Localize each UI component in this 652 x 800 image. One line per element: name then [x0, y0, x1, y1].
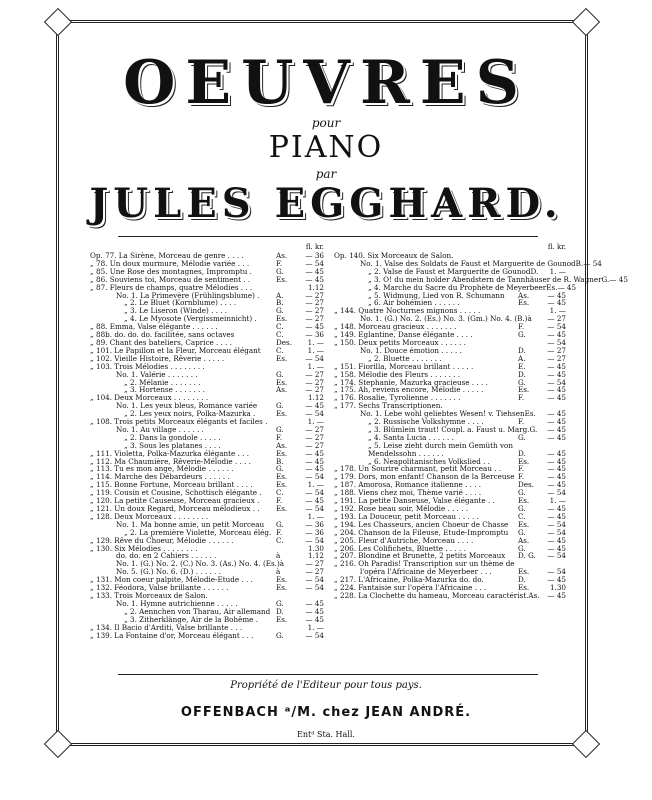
entry-price: — 45 — [547, 298, 566, 308]
rights-notice: Propriété de l'Editeur pour tous pays. — [230, 680, 422, 691]
entry-title: „ 177. Sechs Transcriptionen. — [334, 401, 443, 411]
entry-price: — 45 — [547, 417, 566, 427]
entry-key: D. — [276, 606, 284, 616]
entry-title: „ 120. La petite Causeuse, Morceau gracieux . — [90, 496, 260, 506]
entry-title: No. 1. La Primevère (Frühlingsblume) . — [116, 290, 260, 300]
entry-key: G. — [276, 598, 284, 608]
entry-key: Es. — [518, 456, 530, 466]
entry-price: — 54 — [305, 488, 324, 498]
price-header: fl. kr. — [547, 243, 566, 251]
entry-key: Es. — [276, 409, 288, 419]
entry-title: „ 130. Six Mélodies . . . . . . . . — [90, 543, 198, 553]
entry-key: Es. — [518, 298, 530, 308]
entry-price: 1. — — [307, 480, 324, 490]
entry-price: — 27 — [547, 314, 566, 324]
entry-price: — 45 — [547, 456, 566, 466]
entry-price: — 54 — [547, 488, 566, 498]
entry-key: G. — [276, 519, 284, 529]
entry-title: „ 114. Marche des Débardeurs . . . . . . — [90, 472, 230, 482]
entry-key: D. — [518, 345, 526, 355]
entry-key: Es. — [276, 575, 288, 585]
entry-key: C. — [276, 535, 284, 545]
entry-price: — 27 — [547, 345, 566, 355]
entry-price: — 45 — [305, 606, 324, 616]
entry-title: „ 206. Les Colifichets, Bluette . . . . . — [334, 543, 466, 553]
entry-title: „ 78. Un doux murmure, Mélodie variée . . . — [90, 258, 250, 268]
entry-title: „ 5. Widmung, Lied von R. Schumann — [368, 290, 505, 300]
entry-title: „ 2. La première Violette, Morceau élég. — [124, 527, 272, 537]
entry-title: „ 178. Un Sourire charmant, petit Morceau . . — [334, 464, 502, 474]
registration-note: Entᵈ Sta. Hall. — [297, 730, 355, 739]
entry-key: Es. — [276, 274, 288, 284]
entry-title: „ 158. Mélodie des Fleurs . . . . . . . — [334, 369, 461, 379]
entry-price: — 27 — [305, 306, 324, 316]
entry-title: No. 1. (G.) No. 2. (Es.) No. 3. (Gm.) No. 4. (B.) — [360, 314, 528, 324]
entry-key: Es. — [518, 519, 530, 529]
entry-key: Des. — [518, 480, 534, 490]
entry-price: — 36 — [305, 330, 324, 340]
entry-price: — 54 — [547, 322, 566, 332]
entry-key: Es. — [276, 353, 288, 363]
entry-key: G. — [529, 424, 538, 434]
entry-title: „ 2. Dans la gondole . . . . . — [124, 432, 221, 442]
entry-title: No. 1. Au village . . . . . . — [116, 424, 204, 434]
entry-key: F. — [518, 472, 525, 482]
entry-key: D. — [530, 266, 539, 276]
entry-key: G. — [518, 488, 526, 498]
entry-key: F. — [518, 464, 525, 474]
entry-key: Es. — [518, 496, 530, 506]
entry-price: — 45 — [305, 448, 324, 458]
entry-title: „ 2. Russische Volkshymne . . . . — [368, 417, 484, 427]
entry-price: 1. — — [307, 361, 324, 371]
entry-key: à — [527, 314, 532, 324]
entry-price: — 45 — [305, 322, 324, 332]
entry-key: à — [279, 559, 285, 569]
entry-key: Es. — [276, 377, 288, 387]
entry-price: 1. — — [307, 417, 324, 427]
entry-price: — 45 — [547, 369, 566, 379]
entry-title: „ 3. Blümlein traut! Coupl. a. Faust u. Marg. — [368, 424, 530, 434]
entry-key: F. — [276, 432, 283, 442]
entry-price: — 54 — [305, 630, 324, 640]
entry-price: — 45 — [305, 614, 324, 624]
entry-title: „ 115. Bonne Fortune, Morceau brillant . . . . — [90, 480, 253, 490]
entry-price: — 36 — [305, 527, 324, 537]
entry-price: — 45 — [557, 282, 577, 292]
entry-key: As. — [518, 535, 530, 545]
entry-price: — 45 — [547, 424, 566, 434]
entry-price: — 45 — [547, 472, 566, 482]
entry-price: — 54 — [305, 258, 324, 268]
entry-title: No. 1. Les yeux bleus, Romance variée — [116, 401, 258, 411]
entry-title: „ 194. Les Chasseurs, ancien Choeur de Chasse — [334, 519, 509, 529]
entry-title: „ 139. La Fontaine d'or, Morceau élégant . . . — [90, 630, 254, 640]
entry-price: — 27 — [305, 385, 324, 395]
entry-price: — 54 — [305, 504, 324, 513]
entry-title: „ 2. Aennchen von Tharau, Air allemand — [124, 606, 271, 616]
divider — [118, 236, 538, 237]
entry-title: „ 192. Rose beau soir, Mélodie . . . . . — [334, 504, 469, 513]
entry-key: F. — [276, 496, 283, 506]
entry-title: do. do. en 2 Cahiers . . . . . . — [116, 551, 217, 561]
entry-price: — 45 — [547, 575, 566, 585]
entry-key: C. — [276, 488, 284, 498]
entry-title: „ 179. Dors, mon enfant! Chanson de la Berceuse — [334, 472, 515, 482]
entry-title: „ 87. Fleurs de champs, quatre Mélodies . . . — [90, 282, 253, 292]
entry-key: C. — [276, 345, 284, 355]
entry-price: — 45 — [547, 290, 566, 300]
entry-key: Es. — [276, 504, 288, 513]
entry-title: „ 108. Trois petits Morceaux élégants et faciles . — [90, 417, 268, 427]
entry-title: „ 217. L'Africaine, Polka-Mazurka do. do. — [334, 575, 484, 585]
entry-key: B. — [276, 298, 284, 308]
entry-title: „ 174. Stephanie, Mazurka gracieuse . . . . — [334, 377, 488, 387]
entry-title: „ 113. Tu es mon ange, Mélodie . . . . . . — [90, 464, 234, 474]
entry-price: — 54 — [305, 409, 324, 419]
entry-title: „ 224. Fantaisie sur l'opéra l'Africaine . . . — [334, 583, 487, 593]
entry-price: — 54 — [547, 567, 566, 577]
entry-title: „ 3. Zitherklänge, Air de la Bohême . — [124, 614, 258, 624]
entry-price: 1. — — [307, 511, 324, 521]
entry-key: G. — [276, 369, 284, 379]
price-header: fl. kr. — [305, 243, 324, 251]
entry-key: G. — [601, 274, 610, 284]
entry-key: C. — [276, 330, 284, 340]
entry-title: „ 3. O! du mein holder Abendstern de Tannhäuser de R. Wagner — [368, 274, 602, 284]
entry-title: „ 5. Leise zieht durch mein Gemüth von — [368, 440, 513, 450]
entry-key: As. — [276, 440, 288, 450]
entry-key: D. G. — [518, 551, 536, 561]
entry-price: 1. — — [549, 266, 566, 276]
entry-title: „ 88. Emma, Valse élégante . . . . . . — [90, 322, 218, 332]
entry-title: „ 111. Violetta, Polka-Mazurka élégante . . . — [90, 448, 250, 458]
instrument-title: PIANO — [268, 130, 384, 165]
entry-price: — 54 — [305, 472, 324, 482]
entry-price: — 27 — [305, 377, 324, 387]
entry-title: „ 207. Blondine et Brunette, 2 petits Morceaux — [334, 551, 506, 561]
page-title: OEUVRES — [123, 48, 529, 118]
entry-key: Es. — [276, 472, 288, 482]
entry-title: „ 228. La Clochette du hameau, Morceau caractérist. — [334, 590, 529, 600]
entry-title: „ 187. Amorosa, Romance italienne . . . . — [334, 480, 482, 490]
entry-title: No. 1. (G.) No. 2. (C.) No. 3. (As.) No. 4. (Es.) — [116, 559, 280, 569]
entry-title: No. 1. Valérie . . . . . . . — [116, 369, 198, 379]
entry-title: „ 191. La petite Danseuse, Valse élégante . . — [334, 496, 495, 506]
entry-price: 1.12 — [307, 393, 324, 403]
divider — [118, 674, 538, 675]
entry-price: — 45 — [547, 361, 566, 371]
entry-price: — 45 — [547, 385, 566, 395]
entry-title: „ 129. Rêve du Choeur, Mélodie . . . . . . — [90, 535, 234, 545]
entry-key: G. — [276, 630, 284, 640]
entry-title: „ 133. Trois Morceaux de Salon. — [90, 590, 208, 600]
entry-title: „ 119. Cousin et Cousine, Schottisch élégante . — [90, 488, 262, 498]
entry-price: — 45 — [547, 511, 566, 521]
entry-key: Es. — [524, 409, 536, 419]
entry-price: — 36 — [305, 519, 324, 529]
entry-price: 1. — — [549, 306, 566, 316]
entry-title: „ 121. Un doux Regard, Morceau mélodieux . . — [90, 504, 260, 513]
entry-price: — 27 — [305, 432, 324, 442]
entry-title: No. 1. Valse des Soldats de Faust et Marguerite de Gounod — [360, 258, 576, 268]
entry-key: G. — [518, 527, 526, 537]
entry-key: F. — [518, 393, 525, 403]
entry-price: — 54 — [547, 377, 566, 387]
entry-title: „ 134. Il Bacio d'Arditi, Valse brillante . . . — [90, 622, 243, 632]
entry-key: Es. — [276, 614, 288, 624]
entry-title: „ 204. Chanson de la Fileuse, Etude-Impromptu — [334, 527, 509, 537]
entry-key: G. — [518, 504, 526, 513]
entry-price: — 54 — [305, 583, 324, 593]
entry-key: G. — [276, 424, 284, 434]
entry-key: à — [276, 567, 281, 577]
entry-title: „ 101. Le Papillon et la Fleur, Morceau élégant — [90, 345, 261, 355]
publisher-line: OFFENBACH ᵃ/M. chez JEAN ANDRÉ. — [180, 705, 472, 720]
entry-key: As. — [518, 290, 530, 300]
entry-key: E. — [518, 361, 526, 371]
entry-price: — 45 — [547, 330, 566, 340]
entry-title: No. 5. (G.) No. 6. (D.) . . . . . . — [116, 567, 221, 577]
entry-price: — 27 — [305, 440, 324, 450]
entry-price: — 54 — [305, 535, 324, 545]
entry-title: „ 4. Le Myosote (Vergissmeinnicht) . — [124, 314, 257, 324]
entry-price: — 54 — [583, 258, 602, 268]
entry-title: „ 132. Féodora, Valse brillante . . . . . . — [90, 583, 229, 593]
entry-price: — 45 — [547, 409, 566, 419]
entry-key: G. — [276, 401, 284, 411]
entry-key: D. — [518, 369, 526, 379]
entry-price: — 45 — [305, 266, 324, 276]
entry-key: C. — [518, 511, 526, 521]
entry-key: G. — [276, 306, 284, 316]
entry-price: — 45 — [547, 448, 566, 458]
entry-price: — 45 — [547, 432, 566, 442]
entry-price: — 27 — [305, 369, 324, 379]
entry-key: D. — [518, 575, 526, 585]
entry-title: „ 4. Marche du Sacre du Prophète de Meyerbeer — [368, 282, 547, 292]
catalog-column-left — [90, 244, 324, 639]
entry-title: „ 188. Viens chez moi, Thème varié . . . . — [334, 488, 482, 498]
entry-key: G. — [518, 543, 526, 553]
entry-price: — 45 — [305, 496, 324, 506]
entry-price: — 54 — [547, 527, 566, 537]
entry-price: — 45 — [305, 464, 324, 474]
entry-title: „ 175. Ah, reviens encore, Mélodie . . . . . — [334, 385, 484, 395]
entry-title: „ 2. Le Bluet (Kornblume) . . . . — [124, 298, 237, 308]
entry-title: „ 193. La Douceur, petit Morceau . . . . . — [334, 511, 479, 521]
entry-price: — 54 — [547, 519, 566, 529]
entry-title: „ 2. Mélanie . . . . . . . — [124, 377, 201, 387]
entry-title: „ 6. Air bohémien . . . . . . — [368, 298, 460, 308]
entry-title: No. 1. Hymne autrichienne . . . . . — [116, 598, 238, 608]
entry-key: Es. — [546, 282, 558, 292]
entry-price: — 27 — [305, 559, 324, 569]
entry-title: „ 148. Morceau gracieux . . . . . . . — [334, 322, 457, 332]
entry-title: „ 88b. do. do. do. facilitée, sans octaves — [90, 330, 235, 340]
entry-key: G. — [276, 266, 284, 276]
entry-key: As. — [528, 590, 540, 600]
subtitle-par: par — [315, 167, 337, 181]
entry-key: Es. — [276, 480, 288, 490]
entry-price: — 45 — [547, 535, 566, 545]
entry-title: „ 176. Rosalie, Tyrolienne . . . . . . . — [334, 393, 461, 403]
composer-name: JULES EGGHARD. — [89, 180, 563, 227]
entry-title: „ 85. Une Rose des montagnes, Impromptu . — [90, 266, 252, 276]
entry-title: „ 102. Vieille Histoire, Rêverie . . . . . — [90, 353, 225, 363]
entry-title: No. 1. Lebe wohl geliebtes Wesen! v. Tiehsen — [360, 409, 525, 419]
entry-key: G. — [518, 377, 526, 387]
entry-price: — 27 — [305, 314, 324, 324]
entry-key: B. — [575, 258, 584, 268]
entry-key: A. — [518, 353, 526, 363]
entry-title: „ 6. Neapolitanisches Volkslied . . — [368, 456, 490, 466]
entry-title: „ 3. Le Liseron (Winde) . . . . — [124, 306, 228, 316]
entry-price: — 45 — [547, 504, 566, 513]
entry-price: — 45 — [547, 393, 566, 403]
entry-key: G. — [518, 330, 526, 340]
entry-title: Op. 77. La Sirène, Morceau de genre . . . . — [90, 251, 244, 260]
entry-price: 1. — — [307, 337, 324, 347]
entry-title: „ 2. Bluette . . . . . . . — [368, 353, 442, 363]
entry-price: — 27 — [305, 567, 324, 577]
entry-price: — 45 — [547, 480, 566, 490]
entry-key: F. — [276, 527, 283, 537]
entry-price: — 54 — [305, 353, 324, 363]
entry-title: l'opéra l'Africaine de Meyerbeer . . . — [360, 567, 492, 577]
catalog-entry — [90, 632, 324, 640]
entry-key: Es. — [276, 314, 288, 324]
entry-title: „ 205. Fleur d'Autriche, Morceau . . . . — [334, 535, 474, 545]
entry-title: „ 89. Chant des bateliers, Caprice . . . . — [90, 337, 233, 347]
subtitle-pour: pour — [311, 116, 341, 130]
entry-price: — 54 — [547, 551, 566, 561]
entry-title: „ 2. Valse de Faust et Marguerite de Gounod — [368, 266, 531, 276]
entry-price: — 27 — [305, 298, 324, 308]
entry-price: 1.12 — [307, 282, 324, 292]
entry-key: Des. — [276, 337, 292, 347]
entry-price: — 45 — [547, 590, 566, 600]
entry-title: „ 149. Eglantine, Danse élégante . . . . — [334, 330, 473, 340]
entry-title: „ 3. Hortense . . . . . . . — [124, 385, 205, 395]
entry-title: „ 112. Ma Chaumière, Rêverie-Mélodie . . . . — [90, 456, 251, 466]
entry-key: C. — [276, 322, 284, 332]
entry-key: Es. — [518, 583, 530, 593]
entry-price: — 54 — [547, 337, 566, 347]
entry-price: — 54 — [305, 575, 324, 585]
entry-title: „ 4. Santa Lucia . . . . . . — [368, 432, 454, 442]
entry-key: Es. — [518, 385, 530, 395]
entry-title: „ 150. Deux petits Morceaux . . . . . . — [334, 337, 466, 347]
entry-key: As. — [276, 251, 288, 260]
entry-title: „ 104. Deux Morceaux . . . . . . . . — [90, 393, 209, 403]
entry-price: — 45 — [305, 274, 324, 284]
catalog-column-right — [334, 243, 628, 600]
entry-title: „ 86. Souviens toi, Morceau de sentiment . . — [90, 274, 251, 284]
entry-price: — 45 — [547, 543, 566, 553]
entry-price: — 45 — [305, 456, 324, 466]
entry-key: Es. — [518, 567, 530, 577]
entry-price: — 45 — [305, 598, 324, 608]
entry-price: — 27 — [305, 290, 324, 300]
entry-key: A. — [276, 290, 284, 300]
entry-title: Mendelssohn . . . . . . — [368, 448, 444, 458]
entry-key: B. — [276, 456, 284, 466]
entry-price: 1.12 — [307, 551, 324, 561]
entry-title: „ 151. Fiorilla, Morceau brillant . . . . . — [334, 361, 474, 371]
entry-key: F. — [276, 258, 283, 268]
entry-title: „ 3. Sous les platanes . . . . — [124, 440, 221, 450]
entry-key: G. — [518, 432, 526, 442]
entry-price: 1.30 — [549, 583, 566, 593]
entry-title: „ 144. Quatre Nocturnes mignons . . . . . — [334, 306, 481, 316]
entry-price: — 36 — [305, 251, 324, 260]
entry-price: 1.30 — [307, 543, 324, 553]
entry-price: — 27 — [547, 353, 566, 363]
entry-title: Op. 140. Six Morceaux de Salon. — [334, 251, 454, 260]
entry-key: As. — [276, 385, 288, 395]
entry-price: 1. — — [307, 622, 324, 632]
entry-price: — 27 — [305, 424, 324, 434]
entry-title: „ 2. Les yeux noirs, Polka-Mazurka . — [124, 409, 256, 419]
entry-title: „ 103. Trois Mélodies . . . . . . . . — [90, 361, 205, 371]
entry-price: — 45 — [305, 401, 324, 411]
entry-key: F. — [518, 417, 525, 427]
entry-price: 1. — — [307, 345, 324, 355]
entry-key: G. — [276, 464, 284, 474]
entry-title: „ 131. Mon coeur palpite, Mélodie-Etude . . . — [90, 575, 253, 585]
entry-title: „ 216. Oh Paradis! Transcription sur un thème de — [334, 559, 515, 569]
entry-key: Es. — [276, 448, 288, 458]
entry-price: — 45 — [547, 464, 566, 474]
entry-price: 1. — — [549, 496, 566, 506]
entry-key: D. — [518, 448, 526, 458]
entry-key: Es. — [276, 583, 288, 593]
entry-key: F. — [518, 322, 525, 332]
entry-title: No. 1. Ma bonne amie, un petit Morceau — [116, 519, 265, 529]
entry-key: à — [276, 551, 281, 561]
entry-title: „ 128. Deux Morceaux . . . . . . . . — [90, 511, 209, 521]
catalog-entry — [334, 592, 566, 600]
entry-price: — 45 — [609, 274, 628, 284]
entry-title: No. 1. Douce émotion . . . . . — [360, 345, 462, 355]
